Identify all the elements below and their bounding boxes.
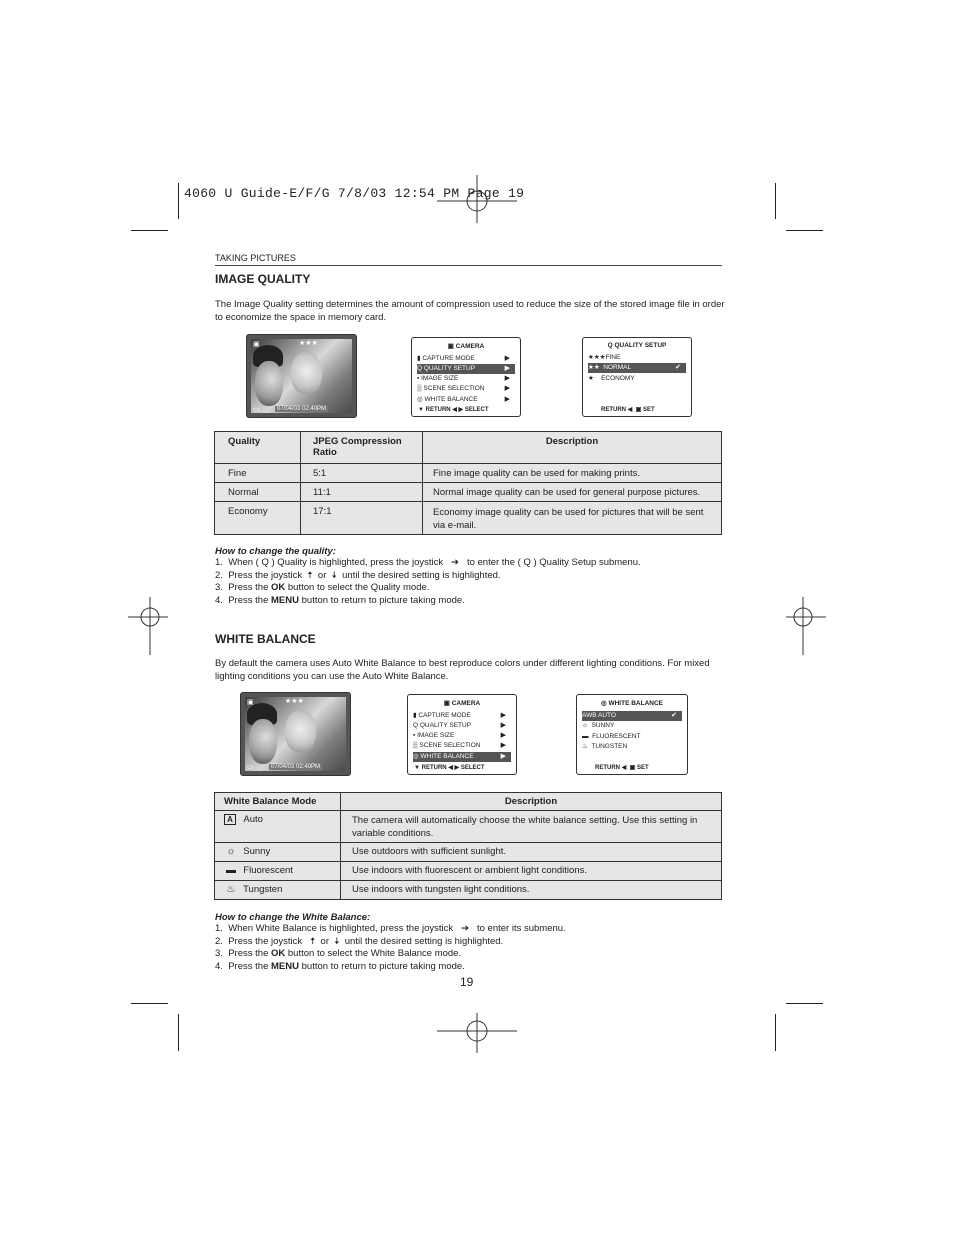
crop-mark (786, 1003, 823, 1004)
camera-menu (411, 337, 521, 417)
step-2: 2. Press the joystick 🠅 or 🠇 until the desired setting is highlighted. (215, 936, 504, 947)
table-cell: Fine (215, 464, 301, 483)
menu-item-fine[interactable]: ★★★FINE (588, 354, 621, 361)
menu-item-image-size[interactable]: ▪ IMAGE SIZE ▶ (417, 375, 510, 382)
joystick-down-icon: 🠇 (334, 936, 340, 947)
crop-mark (131, 1003, 168, 1004)
joystick-up-icon: 🠅 (310, 936, 316, 947)
lcd-preview (246, 334, 357, 418)
menu-item-scene-selection[interactable]: ▒ SCENE SELECTION ▶ (413, 742, 506, 749)
menu-item-normal[interactable]: ★★ NORMAL ✔ (588, 363, 686, 373)
table-cell: Use indoors with fluorescent or ambient light conditions. (341, 862, 722, 881)
menu-title: ◎ WHITE BALANCE (600, 700, 663, 707)
tungsten-bulb-icon: ♨ (226, 884, 236, 895)
section-heading-white-balance: WHITE BALANCE (215, 632, 316, 646)
lcd-datetime: 07/04/03 02:40PM (277, 406, 327, 412)
table-header: Description (423, 432, 722, 464)
menu-item-economy[interactable]: ★ ECONOMY (588, 375, 635, 382)
crop-mark (178, 1014, 179, 1051)
crop-mark (131, 230, 168, 231)
step-3: 3. Press the OK button to select the Quality mode. (215, 582, 430, 593)
menu-item-capture-mode[interactable]: ▮ CAPTURE MODE ▶ (413, 712, 506, 719)
how-to-title: How to change the quality: (215, 546, 336, 557)
battery-icon: ▭ (253, 406, 260, 413)
face-image (285, 710, 315, 751)
step-4: 4. Press the MENU button to return to picture taking mode. (215, 961, 465, 972)
quality-stars-icon: ★★★ (299, 340, 318, 347)
crop-mark (178, 183, 179, 219)
battery-icon: ▭ (247, 764, 254, 771)
menu-footer: RETURN ◀ ▣ SET (595, 765, 649, 771)
table-cell: 17:1 (301, 502, 423, 535)
table-cell: 5:1 (301, 464, 423, 483)
quality-table (214, 431, 722, 535)
menu-footer: RETURN ◀ ▣ SET (601, 407, 655, 413)
white-balance-menu (576, 694, 688, 775)
lcd-preview (240, 692, 351, 776)
table-cell: Economy image quality can be used for pictures that will be sent via e-mail. (423, 502, 722, 535)
registration-mark (128, 597, 168, 655)
registration-mark (786, 597, 826, 655)
table-header: JPEG Compression Ratio (301, 432, 423, 464)
table-cell: A Auto (215, 811, 341, 843)
table-header-row (215, 793, 722, 811)
crop-mark (786, 230, 823, 231)
menu-item-sunny[interactable]: ☼ SUNNY (582, 722, 615, 729)
menu-item-image-size[interactable]: ▪ IMAGE SIZE ▶ (413, 732, 506, 739)
section-heading-image-quality: IMAGE QUALITY (215, 272, 311, 286)
table-row (215, 464, 722, 483)
joystick-right-icon: ➔ (451, 557, 460, 568)
table-cell: Use indoors with tungsten light conditions. (341, 881, 722, 900)
camera-mode-icon: ▣ (247, 699, 254, 706)
table-row (215, 881, 722, 900)
lcd-photo (251, 339, 352, 413)
table-cell: Fine image quality can be used for making prints. (423, 464, 722, 483)
table-header-row (215, 432, 722, 464)
menu-item-awb-auto[interactable]: AWB AUTO ✔ (582, 711, 682, 721)
divider (215, 265, 722, 266)
step-1: 1. When ( Q ) Quality is highlighted, press the joystick ➔ to enter the ( Q ) Quality Setup submenu. (215, 557, 641, 568)
face-image (255, 361, 283, 405)
table-row (215, 811, 722, 843)
table-row (215, 483, 722, 502)
menu-item-quality-setup[interactable]: Q QUALITY SETUP ▶ (413, 722, 506, 729)
step-1: 1. When White Balance is highlighted, press the joystick ➔ to enter its submenu. (215, 923, 566, 934)
sun-icon: ☼ (226, 846, 236, 857)
registration-mark (437, 1013, 517, 1053)
joystick-up-icon: 🠅 (307, 570, 313, 581)
menu-title: ▣ CAMERA (447, 343, 485, 350)
lcd-photo (245, 697, 346, 771)
page-number: 19 (460, 975, 474, 989)
joystick-down-icon: 🠇 (331, 570, 337, 581)
section-label: TAKING PICTURES (215, 253, 296, 263)
joystick-right-icon: ➔ (461, 923, 470, 934)
table-cell: ♨ Tungsten (215, 881, 341, 900)
menu-item-quality-setup[interactable]: Q QUALITY SETUP ▶ (417, 364, 515, 374)
step-3: 3. Press the OK button to select the White Balance mode. (215, 948, 462, 959)
menu-footer: ▼ RETURN ◀ ▶ SELECT (418, 407, 489, 413)
camera-menu (407, 694, 517, 775)
crop-mark (775, 183, 776, 219)
table-cell: Normal image quality can be used for general purpose pictures. (423, 483, 722, 502)
menu-title: Q QUALITY SETUP (607, 342, 667, 349)
camera-mode-icon: ▣ (253, 341, 260, 348)
lcd-datetime: 07/04/03 02:40PM (271, 764, 321, 770)
table-cell: The camera will automatically choose the white balance setting. Use this setting in variable conditions. (341, 811, 722, 843)
table-cell: 11:1 (301, 483, 423, 502)
menu-footer: ▼ RETURN ◀ ▶ SELECT (414, 765, 485, 771)
face-image (249, 719, 277, 763)
table-cell: Economy (215, 502, 301, 535)
menu-item-white-balance[interactable]: ◎ WHITE BALANCE ▶ (417, 396, 510, 403)
table-row (215, 843, 722, 862)
menu-item-fluorescent[interactable]: ▬ FLUORESCENT (582, 733, 641, 740)
table-row (215, 502, 722, 535)
table-cell: Normal (215, 483, 301, 502)
menu-item-capture-mode[interactable]: ▮ CAPTURE MODE ▶ (417, 355, 510, 362)
quality-menu (582, 337, 692, 417)
menu-title: ▣ CAMERA (443, 700, 481, 707)
how-to-title: How to change the White Balance: (215, 912, 371, 923)
face-image (291, 352, 321, 393)
white-balance-intro: By default the camera uses Auto White Balance to best reproduce colors under different lighting conditions. For mixed lighting conditions you can use the Auto White Balance. (215, 658, 710, 682)
step-4: 4. Press the MENU button to return to picture taking mode. (215, 595, 465, 606)
menu-item-scene-selection[interactable]: ▒ SCENE SELECTION ▶ (417, 385, 510, 392)
quality-stars-icon: ★★★ (285, 698, 304, 705)
table-cell: ☼ Sunny (215, 843, 341, 862)
table-header: Quality (215, 432, 301, 464)
fluorescent-icon: ▬ (226, 865, 236, 876)
auto-wb-icon: A (224, 814, 236, 825)
table-cell: ▬ Fluorescent (215, 862, 341, 881)
menu-item-tungsten[interactable]: ♨ TUNGSTEN (582, 743, 628, 750)
white-balance-table (214, 792, 722, 900)
step-2: 2. Press the joystick 🠅 or 🠇 until the desired setting is highlighted. (215, 570, 501, 581)
print-header: 4060 U Guide-E/F/G 7/8/03 12:54 PM Page 19 (184, 186, 525, 201)
menu-item-white-balance[interactable]: ◎ WHITE BALANCE ▶ (413, 752, 511, 762)
table-header: White Balance Mode (215, 793, 341, 811)
crop-mark (775, 1014, 776, 1051)
image-quality-intro: The Image Quality setting determines the amount of compression used to reduce the size of the stored image file in order to economize the space in memory card. (215, 299, 725, 323)
table-cell: Use outdoors with sufficient sunlight. (341, 843, 722, 862)
table-row (215, 862, 722, 881)
table-header: Description (341, 793, 722, 811)
